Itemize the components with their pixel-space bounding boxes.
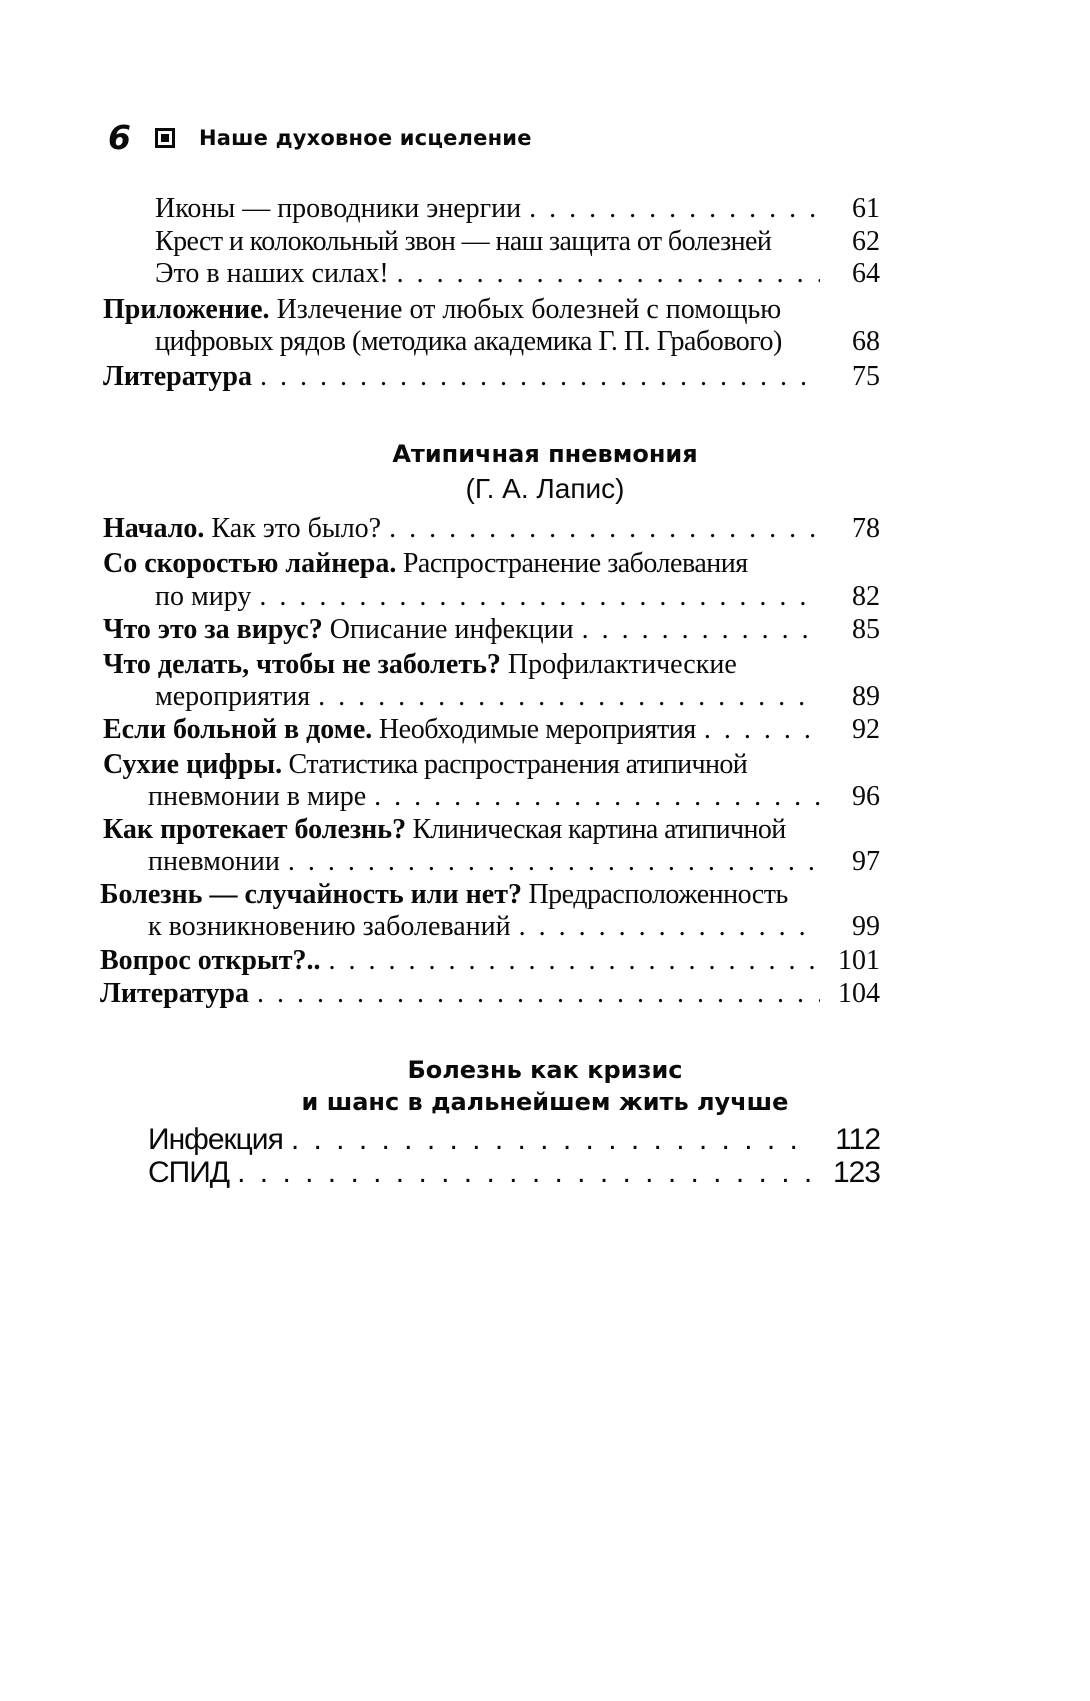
toc-entry-bold: Сухие цифры. [103, 749, 283, 780]
toc-entry-bold: Болезнь — случайность или нет? [100, 879, 522, 910]
toc-entry-bold: Как протекает болезнь? [103, 814, 407, 845]
toc-entry-text: по миру [155, 581, 252, 612]
toc-entry [103, 713, 880, 747]
page-header [108, 118, 532, 157]
toc-entry [103, 360, 880, 394]
dot-leader [288, 845, 820, 879]
running-title: Наше духовное исцеление [198, 125, 532, 150]
toc-entry-bold: Если больной в доме. [103, 714, 373, 745]
section-author: (Г. А. Лапис) [465, 473, 625, 504]
toc-entry-continued [148, 845, 880, 879]
toc-entry [103, 293, 880, 327]
toc-page-number: 123 [832, 1156, 880, 1189]
toc-page-number: 62 [852, 226, 880, 257]
toc-page-number: 64 [852, 258, 880, 289]
toc-entry-text: Предрасположенность [521, 879, 788, 910]
toc-page-number: 89 [852, 681, 880, 712]
toc-entry-text: к возникновению заболеваний [148, 911, 511, 942]
toc-page-number: 82 [852, 581, 880, 612]
toc-entry-bold: Приложение. [103, 294, 270, 325]
dot-leader [529, 192, 820, 226]
toc-entry-text: цифровых рядов (методика академика Г. П. Грабового) [155, 326, 782, 357]
toc-entry-text: Излечение от любых болезней с помощью [269, 294, 782, 325]
toc-entry-continued [148, 780, 880, 814]
toc-entry-continued [155, 325, 880, 359]
toc-entry-text: Необходимые мероприятия [372, 714, 696, 745]
toc-entry [103, 547, 880, 581]
toc-page-number: 101 [838, 945, 880, 976]
toc-entry [103, 813, 880, 847]
toc-entry-text: пневмонии в мире [148, 781, 367, 812]
toc-page-number: 99 [852, 911, 880, 942]
toc-entry-text: Крест и колокольный звон — наш защита от болезней [155, 226, 772, 257]
toc-entry-bold: Вопрос открыт?.. [100, 945, 321, 976]
toc-entry-text: Описание инфекции [322, 614, 574, 645]
toc-entry-text: Профилактические [500, 649, 737, 680]
toc-entry-text: Распространение заболевания [396, 548, 748, 579]
toc-entry [100, 977, 880, 1011]
toc-entry-bold: Литература [103, 361, 252, 392]
dot-leader [397, 257, 820, 291]
toc-entry [103, 512, 880, 546]
dot-leader [259, 580, 820, 614]
dot-leader [291, 1122, 814, 1158]
toc-entry-text: мероприятия [155, 681, 311, 712]
toc-page-number: 75 [852, 361, 880, 392]
toc-entry [155, 192, 880, 226]
toc-page-number: 112 [835, 1123, 880, 1156]
dot-leader [260, 360, 820, 394]
section-title-line2: и шанс в дальнейшем жить лучше [301, 1088, 789, 1116]
dot-leader [389, 512, 820, 546]
section-title: Болезнь как кризис [407, 1056, 683, 1084]
toc-entry-continued [155, 580, 880, 614]
dot-leader [257, 977, 820, 1011]
toc-page-number: 85 [852, 614, 880, 645]
dot-leader [374, 780, 820, 814]
toc-entry [103, 748, 880, 782]
dot-leader [519, 910, 820, 944]
toc-entry-text: Иконы — проводники энергии [155, 193, 522, 224]
toc-entry [148, 1155, 880, 1191]
dot-leader [582, 613, 820, 647]
toc-page-number: 78 [852, 513, 880, 544]
square-bullet-icon [155, 128, 175, 148]
toc-entry-text: Статистика распространения атипичной [282, 749, 748, 780]
toc-entry [155, 225, 880, 259]
toc-entry-bold: Начало. [103, 513, 205, 544]
dot-leader [318, 680, 820, 714]
dot-leader [237, 1155, 814, 1191]
toc-entry-text: Инфекция [148, 1123, 283, 1156]
toc-entry-text: Клиническая картина атипичной [406, 814, 786, 845]
toc-entry-text: СПИД [148, 1156, 230, 1189]
toc-page-number: 92 [852, 714, 880, 745]
toc-entry-bold: Литература [100, 978, 249, 1009]
toc-entry-text: Это в наших силах! [155, 258, 389, 289]
toc-entry-bold: Что делать, чтобы не заболеть? [103, 649, 501, 680]
toc-entry [100, 878, 880, 912]
toc-entry-text: Как это было? [204, 513, 382, 544]
toc-entry [100, 944, 880, 978]
toc-entry-continued [148, 910, 880, 944]
dot-leader [704, 713, 820, 747]
toc-entry-bold: Со скоростью лайнера. [103, 548, 397, 579]
toc-entry-continued [155, 680, 880, 714]
toc-entry [155, 257, 880, 291]
toc-entry [103, 613, 880, 647]
toc-entry [148, 1122, 880, 1158]
page-number: 6 [108, 118, 131, 157]
toc-page-number: 68 [852, 326, 880, 357]
dot-leader [329, 944, 820, 978]
toc-page-number: 96 [852, 781, 880, 812]
toc-entry-text: пневмонии [148, 846, 280, 877]
toc-entry-bold: Что это за вирус? [103, 614, 323, 645]
toc-page-number: 104 [838, 978, 880, 1009]
toc-entry [103, 648, 880, 682]
section-title: Атипичная пневмония [392, 440, 698, 468]
toc-page-number: 61 [852, 193, 880, 224]
toc-page-number: 97 [852, 846, 880, 877]
